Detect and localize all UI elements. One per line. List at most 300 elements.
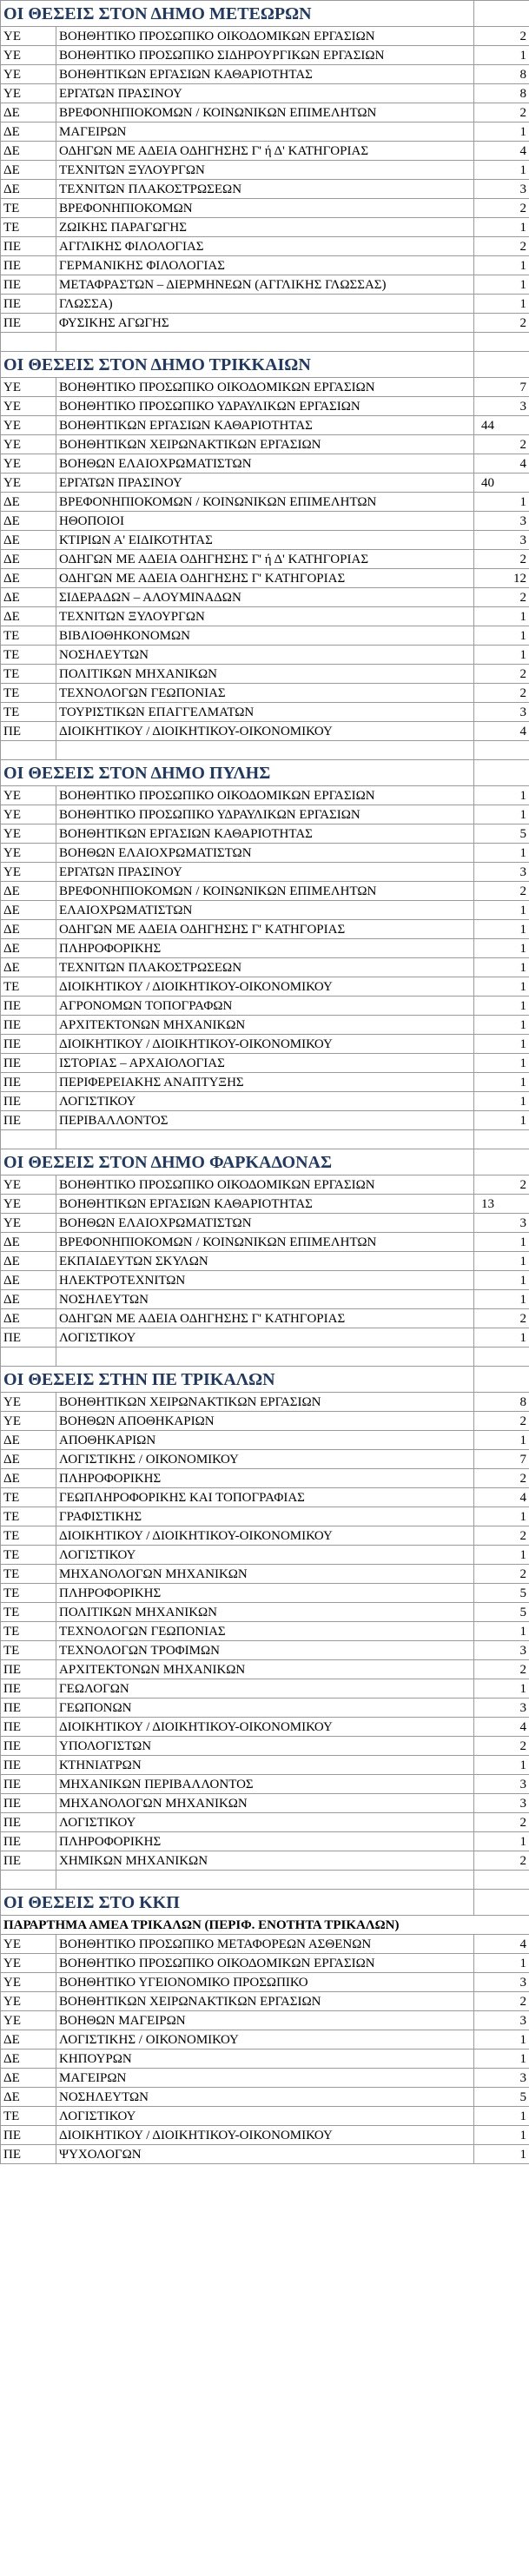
category-cell: ΠΕ xyxy=(1,722,56,741)
positions-count-cell: 2 xyxy=(474,314,529,333)
positions-count-cell: 2 xyxy=(474,1660,529,1679)
table-row xyxy=(1,1851,529,1871)
spacer-cell xyxy=(56,1871,474,1890)
positions-count-cell: 3 xyxy=(474,531,529,550)
table-row xyxy=(1,378,529,397)
specialty-cell: ΒΟΗΘΩΝ ΕΛΑΙΟΧΡΩΜΑΤΙΣΤΩΝ xyxy=(56,844,474,863)
category-cell: ΔΕ xyxy=(1,920,56,939)
specialty-cell: ΑΠΟΘΗΚΑΡΙΩΝ xyxy=(56,1431,474,1450)
specialty-cell: ΕΚΠΑΙΔΕΥΤΩΝ ΣΚΥΛΩΝ xyxy=(56,1252,474,1271)
positions-count-cell: 4 xyxy=(474,454,529,473)
table-row xyxy=(1,1016,529,1035)
section-title-blank xyxy=(474,1367,529,1393)
specialty-cell: ΟΔΗΓΩΝ ΜΕ ΑΔΕΙΑ ΟΔΗΓΗΣΗΣ Γ' ή Δ' ΚΑΤΗΓΟΡΙΑΣ xyxy=(56,142,474,161)
category-cell: ΔΕ xyxy=(1,142,56,161)
positions-count-cell: 1 xyxy=(474,958,529,977)
table-row xyxy=(1,1813,529,1832)
specialty-cell: ΝΟΣΗΛΕΥΤΩΝ xyxy=(56,2088,474,2107)
category-cell: ΤΕ xyxy=(1,1622,56,1641)
positions-count-cell: 2 xyxy=(474,1412,529,1431)
table-row xyxy=(1,65,529,84)
positions-count-cell: 2 xyxy=(474,1309,529,1328)
positions-count-cell: 1 xyxy=(474,1832,529,1851)
specialty-cell: ΒΟΗΘΩΝ ΑΠΟΘΗΚΑΡΙΩΝ xyxy=(56,1412,474,1431)
table-row xyxy=(1,786,529,805)
category-cell: ΥΕ xyxy=(1,1175,56,1195)
category-cell: ΥΕ xyxy=(1,46,56,65)
specialty-cell: ΥΠΟΛΟΓΙΣΤΩΝ xyxy=(56,1737,474,1756)
category-cell: ΥΕ xyxy=(1,1992,56,2011)
specialty-cell: ΒΡΕΦΟΝΗΠΙΟΚΟΜΩΝ / ΚΟΙΝΩΝΙΚΩΝ ΕΠΙΜΕΛΗΤΩΝ xyxy=(56,493,474,512)
category-cell: ΔΕ xyxy=(1,1252,56,1271)
specialty-cell: ΔΙΟΙΚΗΤΙΚΟΥ / ΔΙΟΙΚΗΤΙΚΟΥ-ΟΙΚΟΝΟΜΙΚΟΥ xyxy=(56,1718,474,1737)
positions-count-cell: 3 xyxy=(474,180,529,199)
specialty-cell: ΒΙΒΛΙΟΘΗΚΟΝΟΜΩΝ xyxy=(56,626,474,646)
table-row xyxy=(1,1622,529,1641)
table-row xyxy=(1,1252,529,1271)
positions-table-body xyxy=(1,1,529,2164)
table-row xyxy=(1,1756,529,1775)
table-row xyxy=(1,199,529,218)
positions-count-cell: 5 xyxy=(474,2088,529,2107)
specialty-cell: ΒΡΕΦΟΝΗΠΙΟΚΟΜΩΝ / ΚΟΙΝΩΝΙΚΩΝ ΕΠΙΜΕΛΗΤΩΝ xyxy=(56,103,474,123)
table-row xyxy=(1,939,529,958)
positions-count-cell: 8 xyxy=(474,84,529,103)
table-row xyxy=(1,1584,529,1603)
specialty-cell: ΠΛΗΡΟΦΟΡΙΚΗΣ xyxy=(56,1832,474,1851)
specialty-cell: ΝΟΣΗΛΕΥΤΩΝ xyxy=(56,1290,474,1309)
positions-count-cell: 4 xyxy=(474,142,529,161)
positions-count-cell: 1 xyxy=(474,1507,529,1526)
specialty-cell: ΤΕΧΝΙΤΩΝ ΞΥΛΟΥΡΓΩΝ xyxy=(56,607,474,626)
table-row xyxy=(1,1992,529,2011)
specialty-cell: ΜΗΧΑΝΟΛΟΓΩΝ ΜΗΧΑΝΙΚΩΝ xyxy=(56,1565,474,1584)
positions-count-cell: 2 xyxy=(474,550,529,569)
table-row xyxy=(1,569,529,588)
section-subtitle-row xyxy=(1,1916,529,1935)
section-title: ΟΙ ΘΕΣΕΙΣ ΣΤΟΝ ΔΗΜΟ ΤΡΙΚΚΑΙΩΝ xyxy=(1,352,474,378)
positions-count-cell: 2 xyxy=(474,1175,529,1195)
specialty-cell: ΔΙΟΙΚΗΤΙΚΟΥ / ΔΙΟΙΚΗΤΙΚΟΥ-ΟΙΚΟΝΟΜΙΚΟΥ xyxy=(56,2126,474,2145)
specialty-cell: ΜΕΤΑΦΡΑΣΤΩΝ – ΔΙΕΡΜΗΝΕΩΝ (ΑΓΓΛΙΚΗΣ ΓΛΩΣΣΑΣ) xyxy=(56,275,474,295)
positions-count-cell: 8 xyxy=(474,65,529,84)
spacer-cell xyxy=(56,333,474,352)
table-row xyxy=(1,531,529,550)
specialty-cell: ΑΡΧΙΤΕΚΤΟΝΩΝ ΜΗΧΑΝΙΚΩΝ xyxy=(56,1660,474,1679)
category-cell: ΤΕ xyxy=(1,199,56,218)
category-cell: ΠΕ xyxy=(1,1035,56,1054)
category-cell: ΤΕ xyxy=(1,1565,56,1584)
positions-count-cell: 4 xyxy=(474,1718,529,1737)
positions-count-cell: 3 xyxy=(474,1214,529,1233)
table-row xyxy=(1,997,529,1016)
category-cell: ΠΕ xyxy=(1,1092,56,1111)
positions-count-cell: 1 xyxy=(474,1679,529,1699)
category-cell: ΤΕ xyxy=(1,626,56,646)
category-cell: ΠΕ xyxy=(1,295,56,314)
specialty-cell: ΠΟΛΙΤΙΚΩΝ ΜΗΧΑΝΙΚΩΝ xyxy=(56,665,474,684)
table-row xyxy=(1,46,529,65)
positions-count-cell: 1 xyxy=(474,2030,529,2050)
category-cell: ΥΕ xyxy=(1,1973,56,1992)
specialty-cell: ΨΥΧΟΛΟΓΩΝ xyxy=(56,2145,474,2164)
specialty-cell: ΠΕΡΙΒΑΛΛΟΝΤΟΣ xyxy=(56,1111,474,1130)
specialty-cell: ΛΟΓΙΣΤΙΚΗΣ / ΟΙΚΟΝΟΜΙΚΟΥ xyxy=(56,2030,474,2050)
category-cell: ΔΕ xyxy=(1,103,56,123)
specialty-cell: ΠΟΛΙΤΙΚΩΝ ΜΗΧΑΝΙΚΩΝ xyxy=(56,1603,474,1622)
section-title-blank xyxy=(474,1149,529,1175)
table-row xyxy=(1,1111,529,1130)
table-row xyxy=(1,1832,529,1851)
category-cell: ΠΕ xyxy=(1,1718,56,1737)
table-row xyxy=(1,180,529,199)
table-row xyxy=(1,1393,529,1412)
category-cell: ΥΕ xyxy=(1,2011,56,2030)
section-title-blank xyxy=(474,1,529,27)
specialty-cell: ΜΗΧΑΝΟΛΟΓΩΝ ΜΗΧΑΝΙΚΩΝ xyxy=(56,1794,474,1813)
specialty-cell: ΓΕΩΛΟΓΩΝ xyxy=(56,1679,474,1699)
category-cell: ΥΕ xyxy=(1,824,56,844)
section-title: ΟΙ ΘΕΣΕΙΣ ΣΤΟΝ ΔΗΜΟ ΦΑΡΚΑΔΟΝΑΣ xyxy=(1,1149,474,1175)
specialty-cell: ΒΟΗΘΗΤΙΚΟ ΠΡΟΣΩΠΙΚΟ ΜΕΤΑΦΟΡΕΩΝ ΑΣΘΕΝΩΝ xyxy=(56,1935,474,1954)
specialty-cell: ΟΔΗΓΩΝ ΜΕ ΑΔΕΙΑ ΟΔΗΓΗΣΗΣ Γ' ΚΑΤΗΓΟΡΙΑΣ xyxy=(56,920,474,939)
specialty-cell: ΓΕΩΠΛΗΡΟΦΟΡΙΚΗΣ ΚΑΙ ΤΟΠΟΓΡΑΦΙΑΣ xyxy=(56,1488,474,1507)
section-spacer xyxy=(1,333,529,352)
specialty-cell: ΒΟΗΘΗΤΙΚΟ ΠΡΟΣΩΠΙΚΟ ΣΙΔΗΡΟΥΡΓΙΚΩΝ ΕΡΓΑΣΙΩΝ xyxy=(56,46,474,65)
table-row xyxy=(1,550,529,569)
category-cell: ΔΕ xyxy=(1,607,56,626)
specialty-cell: ΑΓΓΛΙΚΗΣ ΦΙΛΟΛΟΓΙΑΣ xyxy=(56,237,474,256)
specialty-cell: ΛΟΓΙΣΤΙΚΟΥ xyxy=(56,1092,474,1111)
positions-count-cell: 1 xyxy=(474,1756,529,1775)
table-row xyxy=(1,123,529,142)
table-row xyxy=(1,1775,529,1794)
specialty-cell: ΑΡΧΙΤΕΚΤΟΝΩΝ ΜΗΧΑΝΙΚΩΝ xyxy=(56,1016,474,1035)
positions-count-cell: 2 xyxy=(474,435,529,454)
table-row xyxy=(1,977,529,997)
positions-count-cell: 2 xyxy=(474,237,529,256)
table-row xyxy=(1,920,529,939)
positions-count-cell: 3 xyxy=(474,863,529,882)
positions-count-cell: 1 xyxy=(474,2050,529,2069)
category-cell: ΠΕ xyxy=(1,1737,56,1756)
table-row xyxy=(1,1214,529,1233)
specialty-cell: ΝΟΣΗΛΕΥΤΩΝ xyxy=(56,646,474,665)
positions-count-cell: 2 xyxy=(474,665,529,684)
table-row xyxy=(1,314,529,333)
positions-count-cell: 1 xyxy=(474,2145,529,2164)
specialty-cell: ΒΟΗΘΗΤΙΚΩΝ ΕΡΓΑΣΙΩΝ ΚΑΘΑΡΙΟΤΗΤΑΣ xyxy=(56,824,474,844)
table-row xyxy=(1,161,529,180)
category-cell: ΔΕ xyxy=(1,1431,56,1450)
specialty-cell: ΒΟΗΘΗΤΙΚΩΝ ΧΕΙΡΩΝΑΚΤΙΚΩΝ ΕΡΓΑΣΙΩΝ xyxy=(56,1992,474,2011)
positions-count-cell: 3 xyxy=(474,1794,529,1813)
specialty-cell: ΣΙΔΕΡΑΔΩΝ – ΑΛΟΥΜΙΝΑΔΩΝ xyxy=(56,588,474,607)
positions-count-cell: 7 xyxy=(474,378,529,397)
specialty-cell: ΒΟΗΘΗΤΙΚΩΝ ΕΡΓΑΣΙΩΝ ΚΑΘΑΡΙΟΤΗΤΑΣ xyxy=(56,1195,474,1214)
category-cell: ΔΕ xyxy=(1,531,56,550)
specialty-cell: ΓΕΩΠΟΝΩΝ xyxy=(56,1699,474,1718)
table-row xyxy=(1,882,529,901)
section-title-row xyxy=(1,1149,529,1175)
table-row xyxy=(1,1233,529,1252)
table-row xyxy=(1,435,529,454)
table-row xyxy=(1,1195,529,1214)
table-row xyxy=(1,1431,529,1450)
table-row xyxy=(1,607,529,626)
positions-count-cell: 1 xyxy=(474,1290,529,1309)
specialty-cell: ΛΟΓΙΣΤΙΚΟΥ xyxy=(56,1328,474,1348)
section-title: ΟΙ ΘΕΣΕΙΣ ΣΤΟΝ ΔΗΜΟ ΠΥΛΗΣ xyxy=(1,760,474,786)
specialty-cell: ΒΟΗΘΗΤΙΚΟ ΠΡΟΣΩΠΙΚΟ ΟΙΚΟΔΟΜΙΚΩΝ ΕΡΓΑΣΙΩΝ xyxy=(56,378,474,397)
positions-count-cell: 1 xyxy=(474,626,529,646)
table-row xyxy=(1,218,529,237)
positions-count-cell: 2 xyxy=(474,1526,529,1546)
specialty-cell: ΠΛΗΡΟΦΟΡΙΚΗΣ xyxy=(56,1584,474,1603)
positions-count-cell: 2 xyxy=(474,684,529,703)
specialty-cell: ΒΡΕΦΟΝΗΠΙΟΚΟΜΩΝ / ΚΟΙΝΩΝΙΚΩΝ ΕΠΙΜΕΛΗΤΩΝ xyxy=(56,882,474,901)
category-cell: ΠΕ xyxy=(1,1679,56,1699)
specialty-cell: ΙΣΤΟΡΙΑΣ – ΑΡΧΑΙΟΛΟΓΙΑΣ xyxy=(56,1054,474,1073)
table-row xyxy=(1,1660,529,1679)
category-cell: ΥΕ xyxy=(1,1393,56,1412)
category-cell: ΔΕ xyxy=(1,1290,56,1309)
spacer-cell xyxy=(56,1130,474,1149)
positions-count-cell: 3 xyxy=(474,1973,529,1992)
specialty-cell: ΤΕΧΝΟΛΟΓΩΝ ΓΕΩΠΟΝΙΑΣ xyxy=(56,684,474,703)
table-row xyxy=(1,454,529,473)
specialty-cell: ΜΗΧΑΝΙΚΩΝ ΠΕΡΙΒΑΛΛΟΝΤΟΣ xyxy=(56,1775,474,1794)
category-cell: ΠΕ xyxy=(1,314,56,333)
specialty-cell: ΔΙΟΙΚΗΤΙΚΟΥ / ΔΙΟΙΚΗΤΙΚΟΥ-ΟΙΚΟΝΟΜΙΚΟΥ xyxy=(56,977,474,997)
specialty-cell: ΒΟΗΘΩΝ ΜΑΓΕΙΡΩΝ xyxy=(56,2011,474,2030)
table-row xyxy=(1,1328,529,1348)
table-row xyxy=(1,493,529,512)
section-title-row xyxy=(1,1367,529,1393)
positions-count-cell: 4 xyxy=(474,1935,529,1954)
positions-count-cell: 1 xyxy=(474,46,529,65)
positions-count-cell: 1 xyxy=(474,901,529,920)
category-cell: ΥΕ xyxy=(1,397,56,416)
positions-count-cell: 40 xyxy=(474,473,529,493)
table-row xyxy=(1,1073,529,1092)
positions-count-cell: 3 xyxy=(474,703,529,722)
category-cell: ΔΕ xyxy=(1,901,56,920)
table-row xyxy=(1,1309,529,1328)
section-spacer xyxy=(1,1130,529,1149)
specialty-cell: ΒΡΕΦΟΝΗΠΙΟΚΟΜΩΝ xyxy=(56,199,474,218)
table-row xyxy=(1,901,529,920)
table-row xyxy=(1,1271,529,1290)
positions-count-cell: 1 xyxy=(474,786,529,805)
category-cell: ΠΕ xyxy=(1,997,56,1016)
table-row xyxy=(1,275,529,295)
table-row xyxy=(1,588,529,607)
positions-count-cell: 2 xyxy=(474,27,529,46)
category-cell: ΤΕ xyxy=(1,703,56,722)
positions-count-cell: 2 xyxy=(474,1737,529,1756)
positions-count-cell: 3 xyxy=(474,1699,529,1718)
specialty-cell: ΤΕΧΝΙΤΩΝ ΞΥΛΟΥΡΓΩΝ xyxy=(56,161,474,180)
category-cell: ΤΕ xyxy=(1,665,56,684)
positions-count-cell: 2 xyxy=(474,1851,529,1871)
table-row xyxy=(1,2030,529,2050)
positions-count-cell: 2 xyxy=(474,1565,529,1584)
section-title: ΟΙ ΘΕΣΕΙΣ ΣΤΟ ΚΚΠ xyxy=(1,1890,474,1916)
specialty-cell: ΕΛΑΙΟΧΡΩΜΑΤΙΣΤΩΝ xyxy=(56,901,474,920)
table-row xyxy=(1,1565,529,1584)
specialty-cell: ΜΑΓΕΙΡΩΝ xyxy=(56,123,474,142)
specialty-cell: ΠΕΡΙΦΕΡΕΙΑΚΗΣ ΑΝΑΠΤΥΞΗΣ xyxy=(56,1073,474,1092)
specialty-cell: ΠΛΗΡΟΦΟΡΙΚΗΣ xyxy=(56,1469,474,1488)
category-cell: ΠΕ xyxy=(1,2145,56,2164)
specialty-cell: ΒΟΗΘΩΝ ΕΛΑΙΟΧΡΩΜΑΤΙΣΤΩΝ xyxy=(56,1214,474,1233)
specialty-cell: ΔΙΟΙΚΗΤΙΚΟΥ / ΔΙΟΙΚΗΤΙΚΟΥ-ΟΙΚΟΝΟΜΙΚΟΥ xyxy=(56,722,474,741)
positions-count-cell: 3 xyxy=(474,1641,529,1660)
positions-count-cell: 2 xyxy=(474,1992,529,2011)
category-cell: ΠΕ xyxy=(1,1832,56,1851)
category-cell: ΠΕ xyxy=(1,275,56,295)
category-cell: ΔΕ xyxy=(1,1309,56,1328)
positions-count-cell: 2 xyxy=(474,103,529,123)
category-cell: ΥΕ xyxy=(1,1412,56,1431)
category-cell: ΠΕ xyxy=(1,1813,56,1832)
table-row xyxy=(1,237,529,256)
positions-count-cell: 1 xyxy=(474,256,529,275)
table-row xyxy=(1,1954,529,1973)
table-row xyxy=(1,684,529,703)
category-cell: ΔΕ xyxy=(1,180,56,199)
category-cell: ΤΕ xyxy=(1,1584,56,1603)
positions-count-cell: 1 xyxy=(474,1431,529,1450)
positions-count-cell: 3 xyxy=(474,397,529,416)
category-cell: ΤΕ xyxy=(1,646,56,665)
specialty-cell: ΚΗΠΟΥΡΩΝ xyxy=(56,2050,474,2069)
positions-count-cell: 2 xyxy=(474,882,529,901)
positions-count-cell: 1 xyxy=(474,1328,529,1348)
category-cell: ΠΕ xyxy=(1,1111,56,1130)
positions-count-cell: 5 xyxy=(474,1603,529,1622)
positions-count-cell: 44 xyxy=(474,416,529,435)
positions-count-cell: 1 xyxy=(474,295,529,314)
category-cell: ΔΕ xyxy=(1,939,56,958)
specialty-cell: ΜΑΓΕΙΡΩΝ xyxy=(56,2069,474,2088)
section-title-blank xyxy=(474,1890,529,1916)
specialty-cell: ΧΗΜΙΚΩΝ ΜΗΧΑΝΙΚΩΝ xyxy=(56,1851,474,1871)
specialty-cell: ΖΩΙΚΗΣ ΠΑΡΑΓΩΓΗΣ xyxy=(56,218,474,237)
table-row xyxy=(1,1507,529,1526)
specialty-cell: ΒΟΗΘΗΤΙΚΩΝ ΕΡΓΑΣΙΩΝ ΚΑΘΑΡΙΟΤΗΤΑΣ xyxy=(56,416,474,435)
positions-count-cell: 1 xyxy=(474,1035,529,1054)
positions-count-cell: 1 xyxy=(474,1073,529,1092)
table-row xyxy=(1,1526,529,1546)
positions-count-cell: 1 xyxy=(474,2126,529,2145)
specialty-cell: ΛΟΓΙΣΤΙΚΟΥ xyxy=(56,1546,474,1565)
table-row xyxy=(1,958,529,977)
positions-count-cell: 1 xyxy=(474,1954,529,1973)
category-cell: ΠΕ xyxy=(1,237,56,256)
specialty-cell: ΒΟΗΘΗΤΙΚΩΝ ΧΕΙΡΩΝΑΚΤΙΚΩΝ ΕΡΓΑΣΙΩΝ xyxy=(56,1393,474,1412)
specialty-cell: ΠΛΗΡΟΦΟΡΙΚΗΣ xyxy=(56,939,474,958)
section-title-row xyxy=(1,352,529,378)
specialty-cell: ΒΟΗΘΗΤΙΚΩΝ ΧΕΙΡΩΝΑΚΤΙΚΩΝ ΕΡΓΑΣΙΩΝ xyxy=(56,435,474,454)
category-cell: ΥΕ xyxy=(1,1935,56,1954)
category-cell: ΠΕ xyxy=(1,2126,56,2145)
positions-count-cell: 3 xyxy=(474,2011,529,2030)
category-cell: ΤΕ xyxy=(1,1546,56,1565)
table-row xyxy=(1,84,529,103)
specialty-cell: ΒΟΗΘΩΝ ΕΛΑΙΟΧΡΩΜΑΤΙΣΤΩΝ xyxy=(56,454,474,473)
table-row xyxy=(1,665,529,684)
specialty-cell: ΕΡΓΑΤΩΝ ΠΡΑΣΙΝΟΥ xyxy=(56,473,474,493)
table-row xyxy=(1,863,529,882)
positions-count-cell: 1 xyxy=(474,1054,529,1073)
section-spacer xyxy=(1,1871,529,1890)
specialty-cell: ΑΓΡΟΝΟΜΩΝ ΤΟΠΟΓΡΑΦΩΝ xyxy=(56,997,474,1016)
specialty-cell: ΒΟΗΘΗΤΙΚΟ ΠΡΟΣΩΠΙΚΟ ΥΔΡΑΥΛΙΚΩΝ ΕΡΓΑΣΙΩΝ xyxy=(56,805,474,824)
specialty-cell: ΒΡΕΦΟΝΗΠΙΟΚΟΜΩΝ / ΚΟΙΝΩΝΙΚΩΝ ΕΠΙΜΕΛΗΤΩΝ xyxy=(56,1233,474,1252)
category-cell: ΠΕ xyxy=(1,1699,56,1718)
positions-count-cell: 3 xyxy=(474,1775,529,1794)
category-cell: ΔΕ xyxy=(1,493,56,512)
spacer-cell xyxy=(1,1871,56,1890)
positions-count-cell: 1 xyxy=(474,161,529,180)
table-row xyxy=(1,646,529,665)
positions-count-cell: 4 xyxy=(474,1488,529,1507)
table-row xyxy=(1,1718,529,1737)
table-row xyxy=(1,2011,529,2030)
specialty-cell: ΕΡΓΑΤΩΝ ΠΡΑΣΙΝΟΥ xyxy=(56,863,474,882)
category-cell: ΔΕ xyxy=(1,1233,56,1252)
table-row xyxy=(1,2069,529,2088)
category-cell: ΤΕ xyxy=(1,1507,56,1526)
table-row xyxy=(1,1054,529,1073)
table-row xyxy=(1,2088,529,2107)
category-cell: ΥΕ xyxy=(1,1195,56,1214)
positions-count-cell: 1 xyxy=(474,2107,529,2126)
positions-count-cell: 4 xyxy=(474,722,529,741)
table-row xyxy=(1,1290,529,1309)
specialty-cell: ΒΟΗΘΗΤΙΚΟ ΠΡΟΣΩΠΙΚΟ ΟΙΚΟΔΟΜΙΚΩΝ ΕΡΓΑΣΙΩΝ xyxy=(56,27,474,46)
table-row xyxy=(1,1092,529,1111)
category-cell: ΔΕ xyxy=(1,2050,56,2069)
category-cell: ΥΕ xyxy=(1,84,56,103)
spacer-cell xyxy=(1,1130,56,1149)
positions-count-cell: 1 xyxy=(474,1111,529,1130)
specialty-cell: ΦΥΣΙΚΗΣ ΑΓΩΓΗΣ xyxy=(56,314,474,333)
category-cell: ΥΕ xyxy=(1,1954,56,1973)
category-cell: ΔΕ xyxy=(1,123,56,142)
category-cell: ΔΕ xyxy=(1,1469,56,1488)
positions-count-cell: 1 xyxy=(474,939,529,958)
positions-count-cell: 1 xyxy=(474,607,529,626)
positions-count-cell: 3 xyxy=(474,512,529,531)
positions-count-cell: 1 xyxy=(474,997,529,1016)
positions-count-cell: 12 xyxy=(474,569,529,588)
category-cell: ΥΕ xyxy=(1,416,56,435)
spacer-cell xyxy=(474,333,529,352)
table-row xyxy=(1,844,529,863)
specialty-cell: ΒΟΗΘΗΤΙΚΟ ΥΓΕΙΟΝΟΜΙΚΟ ΠΡΟΣΩΠΙΚΟ xyxy=(56,1973,474,1992)
positions-count-cell: 8 xyxy=(474,1393,529,1412)
category-cell: ΔΕ xyxy=(1,550,56,569)
positions-count-cell: 1 xyxy=(474,1252,529,1271)
table-row xyxy=(1,1035,529,1054)
category-cell: ΤΕ xyxy=(1,977,56,997)
table-row xyxy=(1,1469,529,1488)
category-cell: ΥΕ xyxy=(1,27,56,46)
table-row xyxy=(1,142,529,161)
